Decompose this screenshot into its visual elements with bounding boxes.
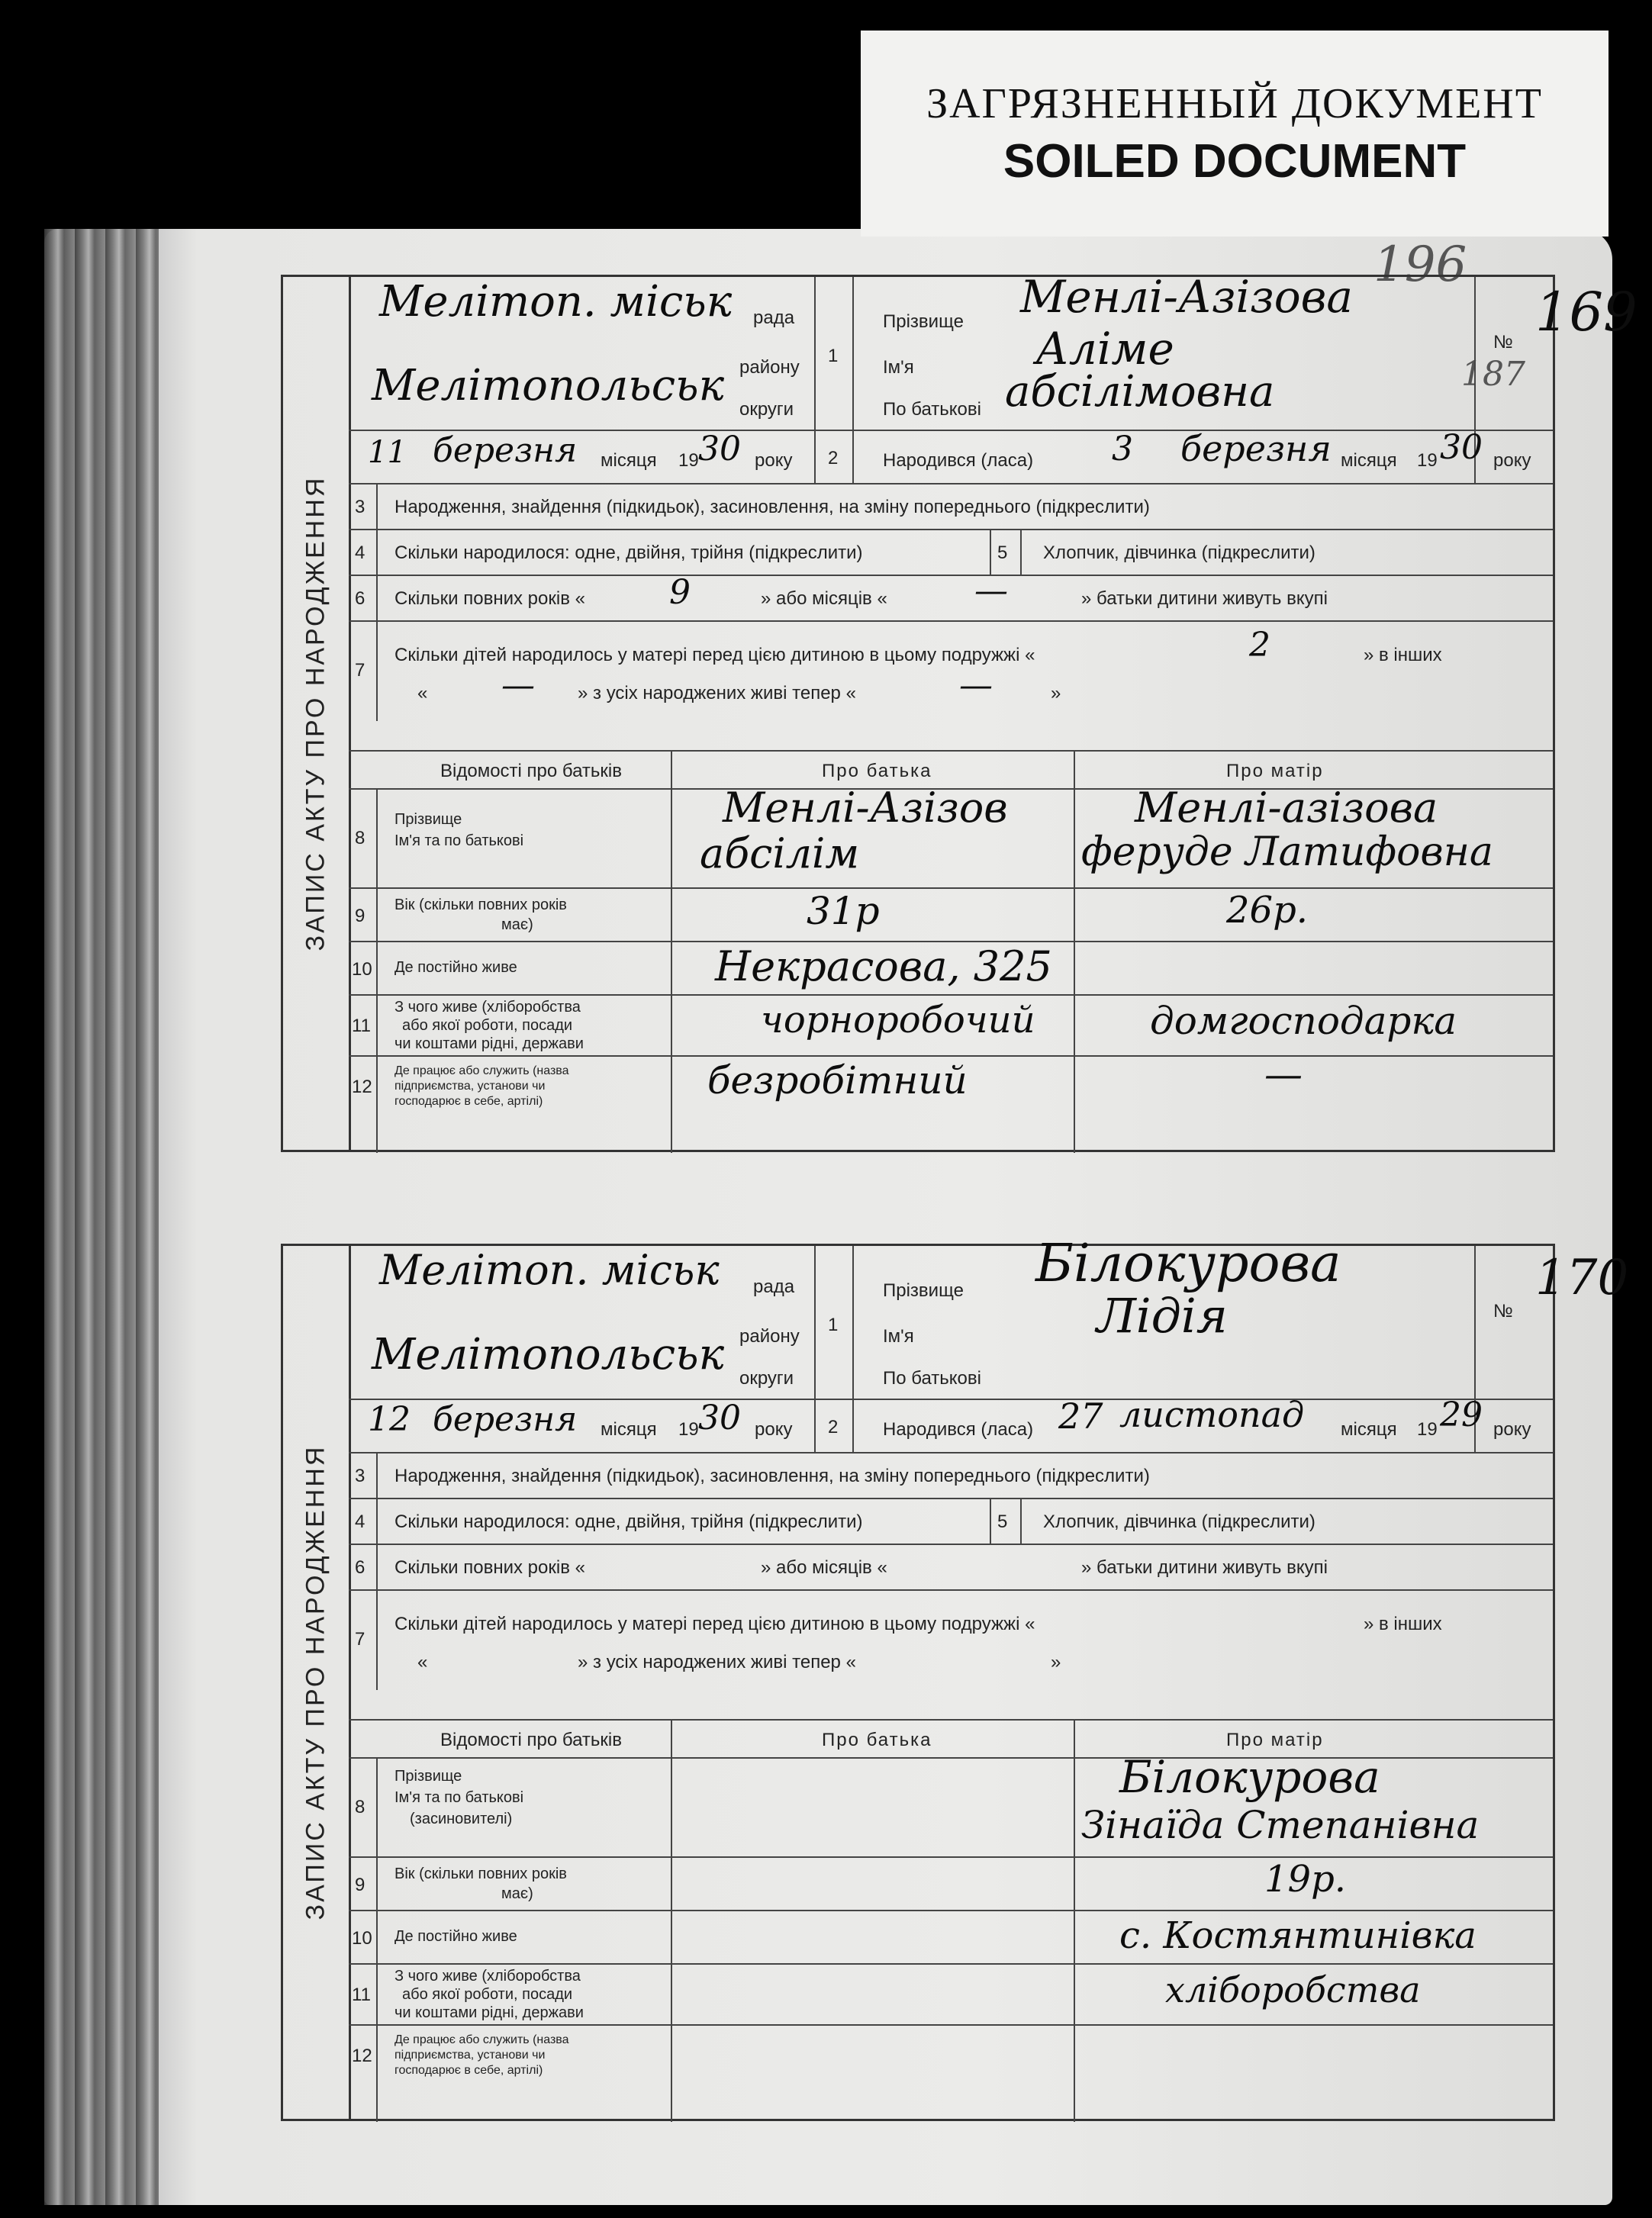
child-name: Аліме bbox=[1035, 323, 1174, 375]
parents-row-11: 11 З чого живе (хліборобства або якої роботи, посади чи коштами рідні, держави чорноробочий домгосподарка bbox=[349, 994, 1553, 1057]
record-number: 169 bbox=[1535, 281, 1638, 343]
birth-record-170 bbox=[281, 1234, 1629, 2121]
mother-name: феруде Латифовна bbox=[1081, 829, 1493, 875]
mother-surname: Білокурова bbox=[1119, 1751, 1380, 1803]
record-side-title: ЗАПИС АКТУ ПРО НАРОДЖЕННЯ bbox=[283, 1246, 351, 2119]
parents-row-9: 9 Вік (скільки повних років має) 19р. bbox=[349, 1856, 1553, 1911]
record-side-title: ЗАПИС АКТУ ПРО НАРОДЖЕННЯ bbox=[283, 277, 351, 1150]
mother-name: Зінаїда Степанівна bbox=[1081, 1803, 1480, 1847]
parents-row-9: 9 Вік (скільки повних років має) 31р 26р. bbox=[349, 887, 1553, 942]
father-surname: Менлі-Азізов bbox=[723, 784, 1008, 832]
binding-spine bbox=[44, 229, 159, 2205]
soiled-document-stamp bbox=[861, 31, 1609, 237]
mother-surname: Менлі-азізова bbox=[1135, 784, 1438, 832]
record-row-4: 4 Скільки народилося: одне, двійня, трійня (підкреслити) 5 Хлопчик, дівчинка (підкреслити) bbox=[349, 1498, 1553, 1545]
birth-record-169 bbox=[281, 271, 1638, 1152]
record-number: 170 bbox=[1535, 1250, 1629, 1306]
stamp-russian: ЗАГРЯЗНЕННЫЙ ДОКУМЕНТ bbox=[926, 80, 1543, 127]
stamp-english: SOILED DOCUMENT bbox=[1003, 135, 1467, 188]
parents-header: Відомості про батьків Про батька Про матір bbox=[349, 750, 1553, 790]
record-row-2: 11 березня місяця 19 30 року 2 Народився (ласа) 3 березня місяця 19 30 року bbox=[349, 430, 1553, 484]
parents-row-10: 10 Де постійно живе с. Костянтинівка bbox=[349, 1910, 1553, 1965]
record-row-6: 6 Скільки повних років « » або місяців « » батьки дитини живуть вкупі bbox=[349, 1544, 1553, 1591]
parents-row-8: 8 Прізвище Ім'я та по батькові Менлі-Азізов абсілім Менлі-азізова феруде Латифовна bbox=[349, 788, 1553, 889]
parents-row-12: 12 Де працює або служить (назва підприємства, установи чи господарює в себе, артілі) bbox=[349, 2024, 1553, 2122]
record-header: Мелітоп. міськ рада Мелітопольськ району округи 1 Прізвище Білокурова Ім'я Лідія По батькові № 170 bbox=[349, 1246, 1553, 1452]
child-surname: Білокурова bbox=[1035, 1234, 1341, 1294]
record-row-2: 12 березня місяця 19 30 року 2 Народився (ласа) 27 листопад місяця 19 29 року bbox=[349, 1399, 1553, 1453]
parents-row-10: 10 Де постійно живе Некрасова, 325 bbox=[349, 941, 1553, 996]
parents-row-11: 11 З чого живе (хліборобства або якої роботи, посади чи коштами рідні, держави хліборобства bbox=[349, 1963, 1553, 2026]
record-row-4: 4 Скільки народилося: одне, двійня, трійня (підкреслити) 5 Хлопчик, дівчинка (підкреслити) bbox=[349, 529, 1553, 576]
parents-header: Відомості про батьків Про батька Про матір bbox=[349, 1719, 1553, 1759]
record-header: Мелітоп. міськ рада Мелітопольськ району округи 1 Прізвище Менлі-Азізова Ім'я Аліме По батькові абсілімовна № 169 bbox=[349, 277, 1553, 483]
pencil-page-mark: 196 bbox=[1373, 237, 1467, 293]
record-row-6: 6 Скільки повних років « 9 » або місяців « — » батьки дитини живуть вкупі bbox=[349, 575, 1553, 622]
record-row-3: 3 Народження, знайдення (підкидьок), засиновлення, на зміну попереднього (підкреслити) bbox=[349, 483, 1553, 530]
father-name: абсілім bbox=[700, 829, 860, 877]
record-row-3: 3 Народження, знайдення (підкидьок), засиновлення, на зміну попереднього (підкреслити) bbox=[349, 1452, 1553, 1499]
parents-row-12: 12 Де працює або служить (назва підприємства, установи чи господарює в себе, артілі) безробітний — bbox=[349, 1055, 1553, 1153]
child-patronymic: абсілімовна bbox=[1005, 367, 1275, 417]
record-row-7: 7 Скільки дітей народилось у матері перед цією дитиною в цьому подружжі « » в інших « » з усіх народжених живі тепер « » bbox=[349, 1589, 1553, 1690]
pencil-page-mark-2: 187 bbox=[1461, 355, 1525, 394]
record-row-7: 7 Скільки дітей народилось у матері перед цією дитиною в цьому подружжі « 2 » в інших « — » з усіх народжених живі тепер « — » bbox=[349, 620, 1553, 721]
parents-row-8: 8 Прізвище Ім'я та по батькові (засиновителі) Білокурова Зінаїда Степанівна bbox=[349, 1757, 1553, 1858]
child-surname: Менлі-Азізова bbox=[1020, 271, 1353, 323]
child-name: Лідія bbox=[1097, 1288, 1228, 1344]
